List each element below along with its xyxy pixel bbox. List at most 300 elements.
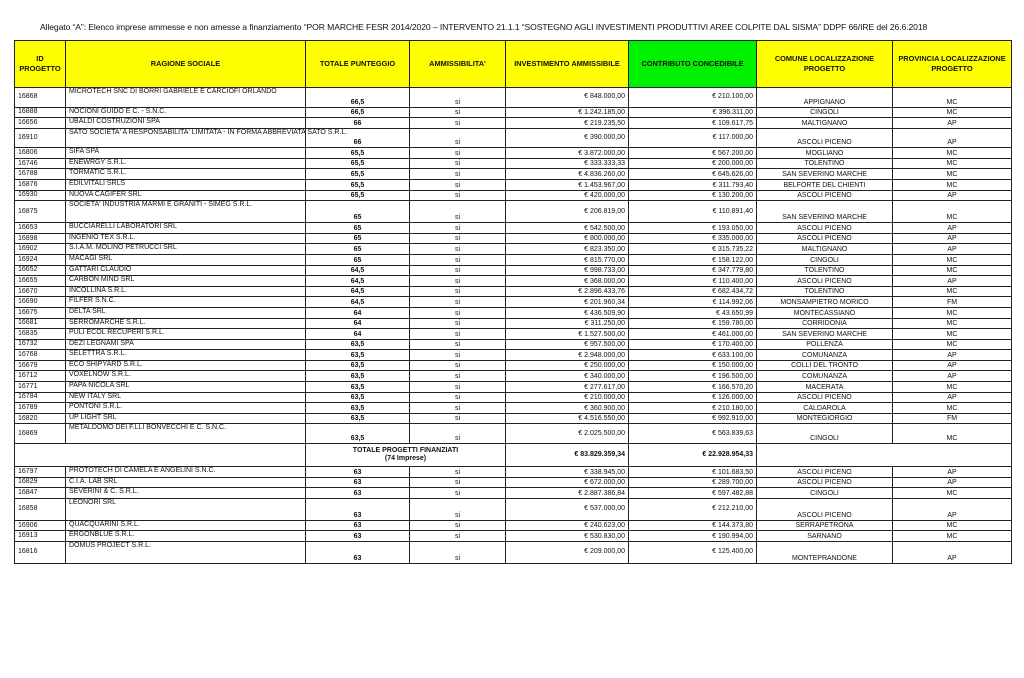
cell-investimento: € 333.333,33	[506, 158, 629, 169]
cell-totale-punteggio: 63,5	[306, 339, 410, 350]
cell-ammissibilita: si	[410, 190, 506, 201]
cell-project-id: 16656	[15, 118, 66, 129]
table-row	[15, 339, 1012, 350]
header-totale-punteggio: TOTALE PUNTEGGIO	[306, 41, 410, 88]
cell-project-id: 16913	[15, 531, 66, 542]
cell-investimento: € 340.000,00	[506, 371, 629, 382]
cell-ragione-sociale: EDILVITALI SRLS	[66, 179, 306, 190]
cell-contributo: € 196.500,00	[629, 371, 757, 382]
cell-ragione-sociale: INCOLLINA S.R.L.	[66, 286, 306, 297]
cell-comune: APPIGNANO	[757, 88, 893, 108]
cell-project-id: 16875	[15, 201, 66, 223]
cell-totale-punteggio: 63,5	[306, 403, 410, 414]
cell-investimento: € 848.000,00	[506, 88, 629, 108]
cell-totale-punteggio: 64,5	[306, 286, 410, 297]
cell-totale-punteggio: 64,5	[306, 265, 410, 276]
totals-row	[15, 443, 1012, 466]
cell-investimento: € 4.836.260,00	[506, 169, 629, 180]
cell-project-id: 16746	[15, 158, 66, 169]
cell-totale-punteggio: 66	[306, 128, 410, 148]
cell-ragione-sociale: SIFA SPA	[66, 148, 306, 159]
cell-ragione-sociale: TORMATIC S.R.L.	[66, 169, 306, 180]
cell-ammissibilita: si	[410, 339, 506, 350]
cell-contributo: € 289.700,00	[629, 477, 757, 488]
cell-provincia: AP	[893, 466, 1012, 477]
cell-provincia: AP	[893, 360, 1012, 371]
cell-investimento: € 420.000,00	[506, 190, 629, 201]
cell-project-id: 16820	[15, 413, 66, 424]
cell-ragione-sociale: DEZI LEGNAMI SPA	[66, 339, 306, 350]
cell-comune: ASCOLI PICENO	[757, 276, 893, 287]
cell-totale-punteggio: 65	[306, 254, 410, 265]
table-row	[15, 403, 1012, 414]
cell-project-id: 16910	[15, 128, 66, 148]
table-row	[15, 107, 1012, 118]
table-row	[15, 371, 1012, 382]
table-row	[15, 244, 1012, 255]
table-row	[15, 223, 1012, 234]
cell-provincia: MC	[893, 179, 1012, 190]
cell-contributo: € 563.839,63	[629, 424, 757, 444]
cell-investimento: € 338.945,00	[506, 466, 629, 477]
cell-comune: CALDAROLA	[757, 403, 893, 414]
cell-totale-punteggio: 63,5	[306, 413, 410, 424]
cell-ammissibilita: si	[410, 179, 506, 190]
cell-totale-punteggio: 64	[306, 329, 410, 340]
cell-contributo: € 461.000,00	[629, 329, 757, 340]
table-row	[15, 265, 1012, 276]
cell-ammissibilita: si	[410, 531, 506, 542]
cell-project-id: 16898	[15, 233, 66, 244]
cell-investimento: € 800.000,00	[506, 233, 629, 244]
cell-ragione-sociale: C.I.A. LAB SRL	[66, 477, 306, 488]
cell-provincia: AP	[893, 541, 1012, 563]
cell-ragione-sociale: PAPA NICOLA SRL	[66, 382, 306, 393]
cell-totale-punteggio: 65,5	[306, 158, 410, 169]
cell-ammissibilita: si	[410, 318, 506, 329]
cell-ragione-sociale: DOMUS PROJECT S.R.L.	[66, 541, 306, 563]
cell-totale-punteggio: 64,5	[306, 297, 410, 308]
cell-ragione-sociale: QUACQUARINI S.R.L.	[66, 520, 306, 531]
cell-contributo: € 992.910,00	[629, 413, 757, 424]
cell-provincia: MC	[893, 107, 1012, 118]
table-row	[15, 360, 1012, 371]
cell-ragione-sociale: PROTOTECH DI CAMELA E ANGELINI S.N.C.	[66, 466, 306, 477]
cell-comune: MOGLIANO	[757, 148, 893, 159]
cell-ragione-sociale: DELTA SRL	[66, 307, 306, 318]
cell-totale-punteggio: 63,5	[306, 360, 410, 371]
cell-totale-punteggio: 65,5	[306, 179, 410, 190]
cell-contributo: € 210.100,00	[629, 88, 757, 108]
cell-ragione-sociale: SATO SOCIETA' A RESPONSABILITA' LIMITATA - IN FORMA ABBREVIATA SATO S.R.L.	[66, 128, 306, 148]
cell-project-id: 16797	[15, 466, 66, 477]
cell-ragione-sociale: UP LIGHT SRL	[66, 413, 306, 424]
cell-ragione-sociale: BUCCIARELLI LABORATORI SRL	[66, 223, 306, 234]
cell-project-id: 16732	[15, 339, 66, 350]
cell-investimento: € 823.350,00	[506, 244, 629, 255]
cell-provincia: MC	[893, 424, 1012, 444]
cell-comune: MONTEPRANDONE	[757, 541, 893, 563]
cell-ammissibilita: si	[410, 244, 506, 255]
cell-provincia: AP	[893, 276, 1012, 287]
cell-ammissibilita: si	[410, 286, 506, 297]
cell-ammissibilita: si	[410, 477, 506, 488]
table-row	[15, 233, 1012, 244]
cell-ammissibilita: si	[410, 520, 506, 531]
cell-ammissibilita: si	[410, 488, 506, 499]
cell-project-id: 16906	[15, 520, 66, 531]
cell-contributo: € 311.793,40	[629, 179, 757, 190]
table-row	[15, 413, 1012, 424]
cell-provincia: AP	[893, 128, 1012, 148]
cell-contributo: € 682.434,72	[629, 286, 757, 297]
table-row	[15, 297, 1012, 308]
table-row	[15, 128, 1012, 148]
header-id: ID PROGETTO	[15, 41, 66, 88]
cell-investimento: € 206.819,00	[506, 201, 629, 223]
cell-investimento: € 201.960,34	[506, 297, 629, 308]
cell-ragione-sociale: SEVERINI & C. S.R.L.	[66, 488, 306, 499]
cell-comune: COLLI DEL TRONTO	[757, 360, 893, 371]
cell-ammissibilita: si	[410, 424, 506, 444]
cell-comune: MALTIGNANO	[757, 244, 893, 255]
cell-ammissibilita: si	[410, 169, 506, 180]
cell-totale-punteggio: 66	[306, 118, 410, 129]
cell-totale-punteggio: 64,5	[306, 276, 410, 287]
cell-contributo: € 166.570,20	[629, 382, 757, 393]
cell-provincia: AP	[893, 233, 1012, 244]
cell-totale-punteggio: 63	[306, 520, 410, 531]
cell-comune: ASCOLI PICENO	[757, 392, 893, 403]
cell-totale-punteggio: 63	[306, 488, 410, 499]
cell-totale-punteggio: 65	[306, 223, 410, 234]
table-row	[15, 498, 1012, 520]
cell-project-id: 16835	[15, 329, 66, 340]
cell-contributo: € 144.373,80	[629, 520, 757, 531]
cell-ammissibilita: si	[410, 413, 506, 424]
cell-comune: ASCOLI PICENO	[757, 477, 893, 488]
cell-project-id: 16847	[15, 488, 66, 499]
cell-totale-punteggio: 64	[306, 307, 410, 318]
cell-investimento: € 1.453.967,00	[506, 179, 629, 190]
cell-project-id: 16652	[15, 265, 66, 276]
cell-provincia: MC	[893, 148, 1012, 159]
cell-investimento: € 210.000,00	[506, 392, 629, 403]
cell-contributo: € 158.122,00	[629, 254, 757, 265]
table-row	[15, 477, 1012, 488]
cell-comune: ASCOLI PICENO	[757, 466, 893, 477]
cell-provincia: MC	[893, 531, 1012, 542]
cell-totale-punteggio: 65	[306, 233, 410, 244]
cell-ammissibilita: si	[410, 118, 506, 129]
cell-totale-punteggio: 63,5	[306, 371, 410, 382]
cell-project-id: 16858	[15, 498, 66, 520]
cell-investimento: € 240.623,00	[506, 520, 629, 531]
table-row	[15, 88, 1012, 108]
cell-project-id: 16681	[15, 318, 66, 329]
table-row	[15, 158, 1012, 169]
cell-comune: POLLENZA	[757, 339, 893, 350]
cell-ragione-sociale: FILFER S.N.C.	[66, 297, 306, 308]
cell-contributo: € 190.994,00	[629, 531, 757, 542]
cell-comune: MACERATA	[757, 382, 893, 393]
cell-comune: TOLENTINO	[757, 286, 893, 297]
cell-provincia: AP	[893, 498, 1012, 520]
cell-project-id: 16876	[15, 179, 66, 190]
header-investimento: INVESTIMENTO AMMISSIBILE	[506, 41, 629, 88]
table-row	[15, 318, 1012, 329]
table-row	[15, 254, 1012, 265]
cell-contributo: € 114.992,06	[629, 297, 757, 308]
cell-project-id: 16788	[15, 169, 66, 180]
cell-ammissibilita: si	[410, 128, 506, 148]
table-row	[15, 392, 1012, 403]
cell-ragione-sociale: ERGONBLUE S.R.L.	[66, 531, 306, 542]
cell-ragione-sociale: SOCIETA' INDUSTRIA MARMI E GRANITI - SIMEG S.R.L.	[66, 201, 306, 223]
table-row	[15, 307, 1012, 318]
cell-provincia: AP	[893, 223, 1012, 234]
cell-ammissibilita: si	[410, 107, 506, 118]
cell-contributo: € 335.000,00	[629, 233, 757, 244]
cell-provincia: MC	[893, 520, 1012, 531]
table-row	[15, 201, 1012, 223]
totals-investimento: € 83.829.359,34	[506, 443, 629, 466]
cell-investimento: € 2.887.386,84	[506, 488, 629, 499]
cell-investimento: € 209.000,00	[506, 541, 629, 563]
table-header-row	[15, 41, 1012, 88]
cell-ragione-sociale: ENEWRGY S.R.L.	[66, 158, 306, 169]
cell-project-id: 16768	[15, 350, 66, 361]
cell-totale-punteggio: 65	[306, 244, 410, 255]
cell-project-id: 16655	[15, 276, 66, 287]
cell-contributo: € 193.050,00	[629, 223, 757, 234]
cell-project-id: 16869	[15, 424, 66, 444]
table-row	[15, 350, 1012, 361]
cell-contributo: € 315.735,22	[629, 244, 757, 255]
cell-ammissibilita: si	[410, 265, 506, 276]
cell-contributo: € 110.891,40	[629, 201, 757, 223]
cell-totale-punteggio: 63,5	[306, 392, 410, 403]
cell-ragione-sociale: NUOVA CAGIFER SRL	[66, 190, 306, 201]
cell-contributo: € 567.200,00	[629, 148, 757, 159]
header-provincia: PROVINCIA LOCALIZZAZIONE PROGETTO	[893, 41, 1012, 88]
cell-ammissibilita: si	[410, 350, 506, 361]
cell-ragione-sociale: CARBON MIND SRL	[66, 276, 306, 287]
cell-totale-punteggio: 63	[306, 498, 410, 520]
cell-ammissibilita: si	[410, 392, 506, 403]
header-contributo: CONTRIBUTO CONCEDIBILE	[629, 41, 757, 88]
cell-totale-punteggio: 65	[306, 201, 410, 223]
cell-ragione-sociale: METALDOMO DEI F.LLI BONVECCHI E C. S.N.C.	[66, 424, 306, 444]
cell-investimento: € 250.000,00	[506, 360, 629, 371]
cell-project-id: 16784	[15, 392, 66, 403]
totals-contributo: € 22.928.954,33	[629, 443, 757, 466]
cell-provincia: AP	[893, 118, 1012, 129]
cell-comune: COMUNANZA	[757, 371, 893, 382]
cell-provincia: MC	[893, 307, 1012, 318]
cell-ammissibilita: si	[410, 307, 506, 318]
cell-provincia: MC	[893, 339, 1012, 350]
cell-provincia: FM	[893, 413, 1012, 424]
cell-ammissibilita: si	[410, 88, 506, 108]
cell-project-id: 16712	[15, 371, 66, 382]
totals-spacer-right	[757, 443, 1012, 466]
table-row	[15, 148, 1012, 159]
cell-ammissibilita: si	[410, 148, 506, 159]
cell-totale-punteggio: 66,5	[306, 88, 410, 108]
cell-ammissibilita: si	[410, 233, 506, 244]
cell-comune: ASCOLI PICENO	[757, 190, 893, 201]
table-row	[15, 190, 1012, 201]
cell-project-id: 16771	[15, 382, 66, 393]
cell-contributo: € 170.400,00	[629, 339, 757, 350]
cell-contributo: € 597.482,88	[629, 488, 757, 499]
cell-ammissibilita: si	[410, 498, 506, 520]
cell-provincia: AP	[893, 477, 1012, 488]
cell-investimento: € 2.948.000,00	[506, 350, 629, 361]
cell-comune: TOLENTINO	[757, 265, 893, 276]
table-row	[15, 541, 1012, 563]
cell-project-id: 16670	[15, 286, 66, 297]
cell-investimento: € 542.500,00	[506, 223, 629, 234]
cell-investimento: € 957.500,00	[506, 339, 629, 350]
totals-count: (74 Imprese)	[384, 454, 427, 462]
cell-ragione-sociale: INGENIO TEX S.R.L.	[66, 233, 306, 244]
cell-totale-punteggio: 63,5	[306, 350, 410, 361]
table-row	[15, 329, 1012, 340]
table-row	[15, 488, 1012, 499]
cell-ammissibilita: si	[410, 158, 506, 169]
cell-provincia: AP	[893, 371, 1012, 382]
table-row	[15, 424, 1012, 444]
cell-contributo: € 117.000,00	[629, 128, 757, 148]
cell-comune: SARNANO	[757, 531, 893, 542]
cell-ammissibilita: si	[410, 382, 506, 393]
cell-comune: CINGOLI	[757, 254, 893, 265]
cell-comune: SAN SEVERINO MARCHE	[757, 201, 893, 223]
cell-investimento: € 2.896.433,76	[506, 286, 629, 297]
cell-ammissibilita: si	[410, 254, 506, 265]
cell-totale-punteggio: 63	[306, 466, 410, 477]
cell-provincia: MC	[893, 286, 1012, 297]
cell-provincia: MC	[893, 329, 1012, 340]
cell-provincia: MC	[893, 169, 1012, 180]
cell-provincia: MC	[893, 403, 1012, 414]
cell-comune: SAN SEVERINO MARCHE	[757, 169, 893, 180]
cell-contributo: € 212.210,00	[629, 498, 757, 520]
table-row	[15, 169, 1012, 180]
cell-totale-punteggio: 63,5	[306, 424, 410, 444]
cell-project-id: 16789	[15, 403, 66, 414]
cell-ammissibilita: si	[410, 329, 506, 340]
cell-investimento: € 368.000,00	[506, 276, 629, 287]
cell-project-id: 16816	[15, 541, 66, 563]
cell-comune: CINGOLI	[757, 488, 893, 499]
cell-investimento: € 998.733,00	[506, 265, 629, 276]
table-row	[15, 382, 1012, 393]
table-row	[15, 286, 1012, 297]
cell-comune: SERRAPETRONA	[757, 520, 893, 531]
cell-ammissibilita: si	[410, 466, 506, 477]
cell-totale-punteggio: 63	[306, 477, 410, 488]
cell-investimento: € 4.516.550,00	[506, 413, 629, 424]
table-row	[15, 531, 1012, 542]
cell-project-id: 16924	[15, 254, 66, 265]
cell-ammissibilita: si	[410, 541, 506, 563]
cell-project-id: 16888	[15, 107, 66, 118]
cell-investimento: € 537.000,00	[506, 498, 629, 520]
table-body	[15, 88, 1012, 564]
cell-comune: ASCOLI PICENO	[757, 128, 893, 148]
cell-investimento: € 1.527.500,00	[506, 329, 629, 340]
cell-ragione-sociale: MICROTECH SNC DI BORRI GABRIELE E CARCIOFI ORLANDO	[66, 88, 306, 108]
cell-provincia: AP	[893, 392, 1012, 403]
cell-investimento: € 219.235,50	[506, 118, 629, 129]
cell-provincia: MC	[893, 201, 1012, 223]
cell-contributo: € 101.683,50	[629, 466, 757, 477]
cell-provincia: MC	[893, 158, 1012, 169]
cell-contributo: € 396.311,00	[629, 107, 757, 118]
cell-contributo: € 110.400,00	[629, 276, 757, 287]
cell-ammissibilita: si	[410, 360, 506, 371]
cell-provincia: MC	[893, 254, 1012, 265]
cell-provincia: MC	[893, 88, 1012, 108]
cell-comune: MONSAMPIETRO MORICO	[757, 297, 893, 308]
cell-contributo: € 150.000,00	[629, 360, 757, 371]
cell-totale-punteggio: 66,5	[306, 107, 410, 118]
cell-contributo: € 43.650,99	[629, 307, 757, 318]
cell-comune: SAN SEVERINO MARCHE	[757, 329, 893, 340]
cell-contributo: € 159.780,00	[629, 318, 757, 329]
cell-investimento: € 1.242.185,00	[506, 107, 629, 118]
cell-comune: MALTIGNANO	[757, 118, 893, 129]
cell-provincia: FM	[893, 297, 1012, 308]
cell-project-id: 16806	[15, 148, 66, 159]
cell-investimento: € 3.872.000,00	[506, 148, 629, 159]
cell-contributo: € 633.100,00	[629, 350, 757, 361]
table-row	[15, 276, 1012, 287]
cell-ammissibilita: si	[410, 297, 506, 308]
cell-contributo: € 347.779,80	[629, 265, 757, 276]
cell-provincia: AP	[893, 350, 1012, 361]
cell-provincia: MC	[893, 265, 1012, 276]
cell-contributo: € 645.626,00	[629, 169, 757, 180]
cell-investimento: € 360.900,00	[506, 403, 629, 414]
cell-ragione-sociale: PONTONI S.R.L.	[66, 403, 306, 414]
cell-contributo: € 200.000,00	[629, 158, 757, 169]
projects-table	[14, 40, 1012, 564]
cell-ragione-sociale: VOXELNOW S.R.L.	[66, 371, 306, 382]
table-row	[15, 118, 1012, 129]
cell-comune: MONTEGIORGIO	[757, 413, 893, 424]
cell-ammissibilita: si	[410, 223, 506, 234]
cell-totale-punteggio: 63	[306, 531, 410, 542]
cell-project-id: 16690	[15, 297, 66, 308]
cell-project-id: 16679	[15, 360, 66, 371]
cell-comune: ASCOLI PICENO	[757, 498, 893, 520]
cell-contributo: € 210.180,00	[629, 403, 757, 414]
cell-totale-punteggio: 65,5	[306, 148, 410, 159]
totals-spacer	[15, 443, 306, 466]
cell-provincia: AP	[893, 244, 1012, 255]
cell-comune: TOLENTINO	[757, 158, 893, 169]
cell-totale-punteggio: 63,5	[306, 382, 410, 393]
cell-comune: COMUNANZA	[757, 350, 893, 361]
cell-ragione-sociale: ECO SHIPYARD S.R.L.	[66, 360, 306, 371]
cell-provincia: AP	[893, 190, 1012, 201]
cell-contributo: € 109.617,75	[629, 118, 757, 129]
cell-comune: CINGOLI	[757, 107, 893, 118]
